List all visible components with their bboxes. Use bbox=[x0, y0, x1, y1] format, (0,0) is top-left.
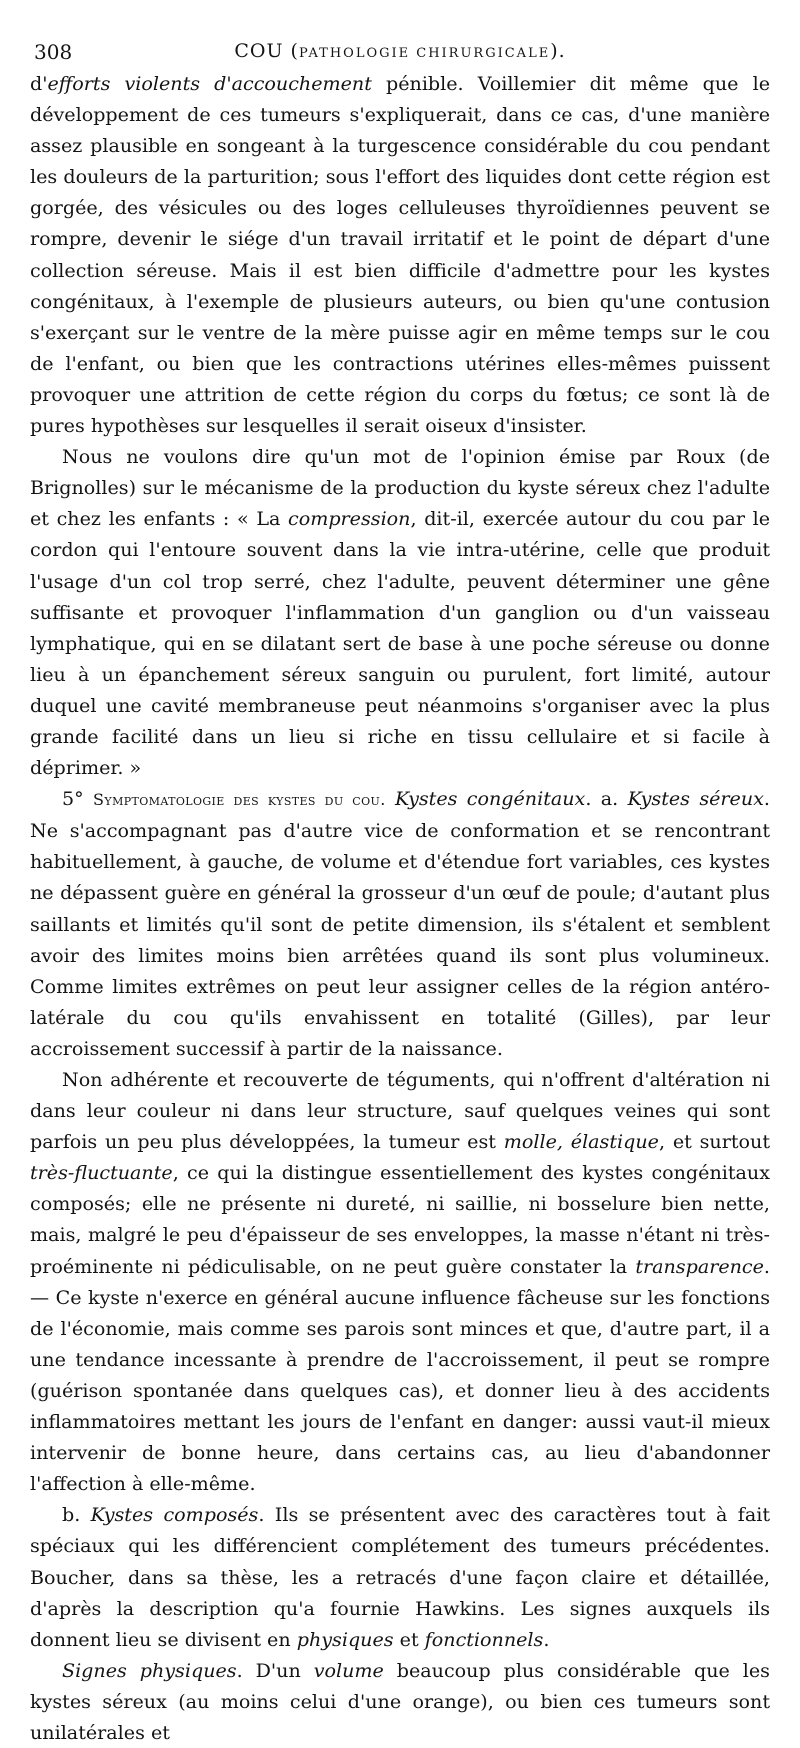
text-run bbox=[386, 787, 395, 810]
italic-run: fonctionnels bbox=[424, 1627, 544, 1651]
running-title bbox=[30, 40, 770, 62]
section-heading: Symptomatologie des kystes du cou. bbox=[93, 790, 386, 810]
text-run: . — Ce kyste n'exerce en général aucune influence fâcheuse sur les fonctions de l'économie, mais comme ses parois sont minces et que, d'autre part, il a une tendance incessante à prendre de l'accroissement, il peut se rompre (guérison spontanée dans quelques cas), et donner lieu à des accidents inflammatoires mettant les jours de l'enfant en danger: aussi vaut-il mieux intervenir de bonne heure, dans certains cas, au lieu d'abandonner l'affection à elle-même. bbox=[30, 1254, 770, 1496]
italic-run: Signes physiques bbox=[62, 1658, 237, 1682]
paragraph bbox=[30, 68, 770, 441]
running-title-subtitle: PATHOLOGIE CHIRURGICALE bbox=[298, 46, 551, 61]
body-text bbox=[30, 68, 770, 1748]
italic-run: très-fluctuante bbox=[30, 1161, 173, 1185]
running-title-end: ). bbox=[550, 40, 566, 62]
page-number: 308 bbox=[34, 40, 73, 64]
text-run: Nous ne voulons dire qu'un mot de l'opinion émise par Roux (de Brignolles) sur le mécanisme de la production du kyste séreux chez l'adulte et chez les enfants : « La bbox=[30, 445, 770, 531]
paragraph bbox=[30, 441, 770, 783]
italic-run: Kystes séreux bbox=[627, 787, 764, 811]
italic-run: molle, élastique bbox=[503, 1130, 659, 1154]
paragraph bbox=[30, 1064, 770, 1499]
italic-run: compression bbox=[288, 507, 411, 531]
text-run: pénible. Voillemier dit même que le développement de ces tumeurs s'expliquerait, dans ce cas, d'une manière assez plausible en songeant à la turgescence considérable du cou pendant les douleurs de la parturition; sous l'effort des liquides dont cette région est gorgée, des vésicules ou des loges celluleuses thyroïdiennes peuvent se rompre, devenir le siége d'un travail irritatif et le point de départ d'une collection séreuse. Mais il est bien difficile d'admettre pour les kystes congénitaux, à l'exemple de plusieurs auteurs, ou bien qu'une contusion s'exerçant sur le ventre de la mère puisse agir en même temps sur le cou de l'enfant, ou bien que les contractions utérines elles-mêmes puissent provoquer une attrition de cette région du corps du fœtus; ce sont là de pures hypothèses sur lesquelles il serait oiseux d'insister. bbox=[30, 72, 770, 438]
text-run: . a. bbox=[585, 787, 628, 811]
text-run: , et surtout bbox=[658, 1130, 770, 1154]
italic-run: transparence bbox=[635, 1254, 764, 1278]
text-run: Non adhérente et recouverte de téguments, qui n'offrent d'altération ni dans leur couleur ni dans leur structure, sauf quelques veines qui sont parfois un peu plus développées, la tumeur est bbox=[30, 1068, 770, 1154]
text-run: b. bbox=[62, 1503, 91, 1527]
text-run: et bbox=[393, 1627, 425, 1651]
text-run: , dit-il, exercée autour du cou par le cordon qui l'entoure souvent dans la vie intra-utérine, celle que produit l'usage d'un col trop serré, chez l'adulte, peuvent déterminer une gêne suffisante et provoquer l'inflammation d'un ganglion ou d'un vaisseau lymphatique, qui en se dilatant sert de base à une poche séreuse ou donne lieu à un épanchement séreux sanguin ou purulent, fort limité, autour duquel une cavité membraneuse peut néanmoins s'organiser avec la plus grande facilité dans un lieu si riche en tissu cellulaire et si facile à déprimer. » bbox=[30, 507, 770, 780]
italic-run: efforts violents d'accouchement bbox=[47, 72, 372, 95]
text-run: . bbox=[543, 1627, 550, 1651]
text-run: . Ne s'accompagnant pas d'autre vice de conformation et se rencontrant habituellement, à gauche, de volume et d'étendue fort variables, ces kystes ne dépassent guère en général la grosseur d'un œuf de poule; d'autant plus saillants et limités qu'il sont de petite dimension, ils s'étalent et semblent avoir des limites moins bien arrêtées quand ils sont plus volumineux. Comme limites extrêmes on peut leur assigner celles de la région antéro-latérale du cou qu'ils envahissent en totalité (Gilles), par leur accroissement successif à partir de la naissance. bbox=[30, 787, 770, 1060]
italic-run: volume bbox=[313, 1658, 384, 1682]
italic-run: Kystes congénitaux bbox=[395, 787, 586, 811]
italic-run: Kystes composés bbox=[90, 1503, 259, 1527]
italic-run: physiques bbox=[296, 1627, 394, 1651]
text-run: . Ils se présentent avec des caractères tout à fait spéciaux qui les différencient complétement des tumeurs précédentes. Boucher, dans sa thèse, les a retracés d'une façon claire et détaillée, d'après la description qu'a fournie Hawkins. Les signes auxquels ils donnent lieu se divisent en bbox=[30, 1503, 770, 1651]
text-run: d' bbox=[30, 72, 48, 95]
text-run: beaucoup plus considérable que les kystes séreux (au moins celui d'une orange), ou bien ces tumeurs sont unilatérales et bbox=[30, 1658, 770, 1744]
paragraph bbox=[30, 1499, 770, 1654]
text-run: . D'un bbox=[236, 1658, 314, 1682]
page-header bbox=[30, 34, 770, 68]
text-run: , ce qui la distingue essentiellement des kystes congénitaux composés; elle ne présente ni dureté, ni saillie, ni bosselure bien nette, mais, malgré le peu d'épaisseur de ses enveloppes, la masse n'étant ni très-proéminente ni pédiculisable, on ne peut guère constater la bbox=[30, 1161, 770, 1278]
text-run: 5° bbox=[62, 787, 94, 811]
running-title-main: COU ( bbox=[234, 40, 299, 62]
paragraph bbox=[30, 783, 770, 1064]
paragraph bbox=[30, 1655, 770, 1748]
